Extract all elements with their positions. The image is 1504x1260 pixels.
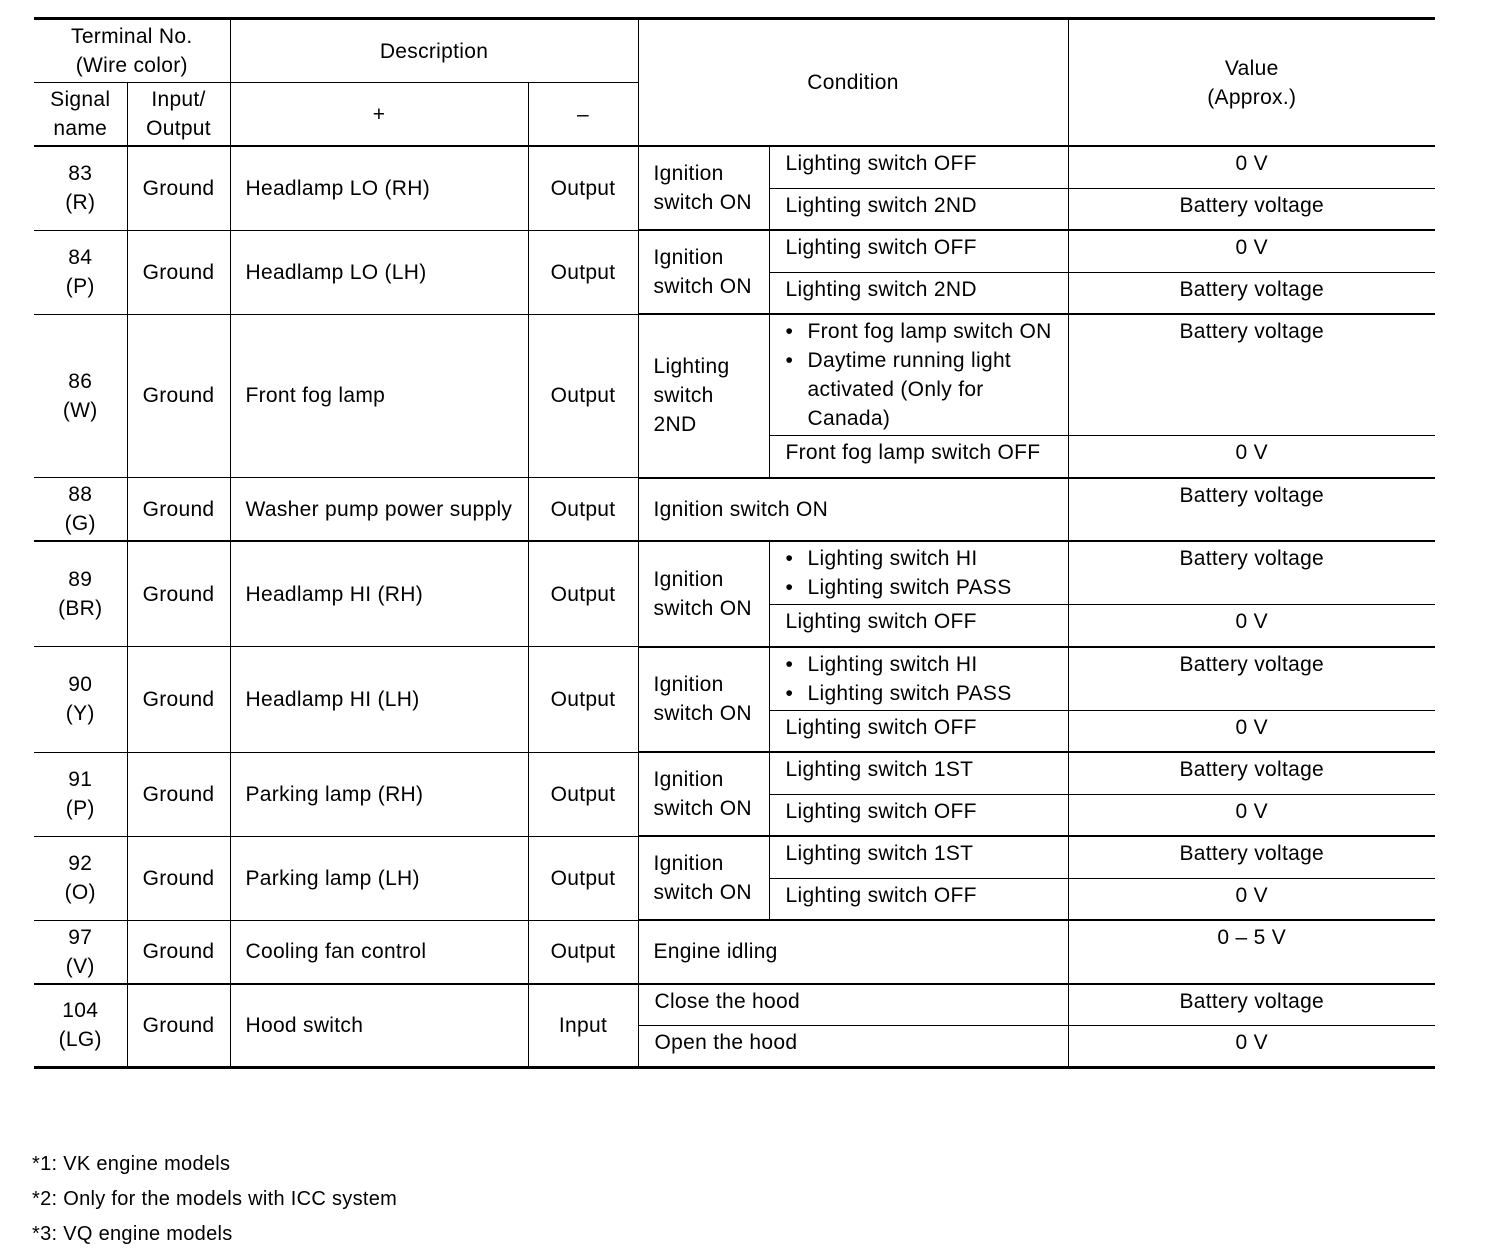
value-cell: 0 V: [1068, 146, 1435, 188]
condition-sub-cell: Lighting switch 2ND: [769, 272, 1068, 314]
io-cell: Output: [528, 314, 638, 478]
wire-color: (V): [65, 954, 95, 978]
condition-sub-cell: Lighting switch OFF: [769, 146, 1068, 188]
wire-color: (Y): [65, 702, 95, 726]
footnote: *3: VQ engine models: [32, 1223, 233, 1245]
table-row: [34, 541, 1435, 605]
value-cell: 0 V: [1068, 605, 1435, 647]
table-row: [34, 920, 1435, 984]
ground-cell: Ground: [127, 541, 230, 647]
condition-sub-cell: [769, 647, 1068, 711]
terminal-number: 83: [68, 162, 93, 186]
terminal-number: 84: [68, 246, 93, 269]
header-plus: +: [230, 83, 528, 147]
header-condition: Condition: [638, 19, 1068, 147]
signal-name-cell: Headlamp LO (LH): [230, 230, 528, 314]
wire-color: (O): [64, 881, 96, 904]
condition-sub-cell: Lighting switch OFF: [769, 230, 1068, 272]
table-row: [34, 752, 1435, 794]
condition-cell: Engine idling: [638, 920, 1068, 984]
condition-bullet: • Lighting switch PASS: [786, 679, 1062, 708]
signal-name-cell: Hood switch: [230, 984, 528, 1068]
ground-cell: Ground: [127, 478, 230, 542]
terminal-number: 89: [68, 568, 93, 591]
terminal-table: [34, 17, 1435, 1069]
io-cell: Output: [528, 146, 638, 230]
condition-main-cell: Ignition switch ON: [638, 752, 769, 836]
terminal-number: 91: [68, 768, 93, 791]
header-description: Description: [230, 19, 638, 83]
terminal-number-cell: [34, 647, 127, 753]
condition-main-cell: Ignition switch ON: [638, 647, 769, 753]
footnotes: [32, 1147, 397, 1252]
wire-color: (BR): [58, 597, 103, 620]
terminal-number-cell: [34, 984, 127, 1068]
ground-cell: Ground: [127, 984, 230, 1068]
table-row: [34, 478, 1435, 542]
condition-sub-cell: [769, 314, 1068, 436]
value-cell: 0 V: [1068, 436, 1435, 478]
condition-bullet-list: [786, 544, 1062, 602]
table-row: [34, 314, 1435, 436]
condition-main-cell: Ignition switch ON: [638, 541, 769, 647]
table-row: [34, 984, 1435, 1026]
value-cell: Battery voltage: [1068, 314, 1435, 436]
terminal-number-cell: [34, 836, 127, 920]
io-cell: Output: [528, 836, 638, 920]
table-row: [34, 230, 1435, 272]
wire-color: (P): [65, 275, 95, 298]
signal-name-cell: Parking lamp (RH): [230, 752, 528, 836]
wire-color: (R): [65, 191, 96, 215]
condition-sub-cell: Front fog lamp switch OFF: [769, 436, 1068, 478]
io-cell: Output: [528, 230, 638, 314]
value-cell: Battery voltage: [1068, 478, 1435, 542]
condition-bullet: • Lighting switch HI: [786, 544, 1062, 573]
wire-color: (G): [64, 512, 96, 535]
condition-bullet-list: [786, 650, 1062, 708]
terminal-number-cell: [34, 314, 127, 478]
condition-bullet-list: [786, 317, 1062, 433]
terminal-number: 86: [68, 369, 93, 393]
value-cell: 0 V: [1068, 230, 1435, 272]
table-row: [34, 647, 1435, 711]
ground-cell: Ground: [127, 146, 230, 230]
value-cell: Battery voltage: [1068, 541, 1435, 605]
signal-name-cell: Headlamp HI (LH): [230, 647, 528, 753]
value-cell: 0 V: [1068, 710, 1435, 752]
condition-sub-cell: Open the hood: [638, 1026, 1068, 1068]
condition-main-cell: Ignition switch ON: [638, 836, 769, 920]
header-input-output: Input/ Output: [127, 83, 230, 147]
ground-cell: Ground: [127, 920, 230, 984]
value-cell: 0 – 5 V: [1068, 920, 1435, 984]
condition-sub-cell: Lighting switch OFF: [769, 878, 1068, 920]
value-cell: Battery voltage: [1068, 188, 1435, 230]
signal-name-cell: Front fog lamp: [230, 314, 528, 478]
footnote: *1: VK engine models: [32, 1153, 231, 1175]
ground-cell: Ground: [127, 647, 230, 753]
table-body: [34, 146, 1435, 1068]
terminal-number-cell: [34, 146, 127, 230]
condition-sub-cell: Close the hood: [638, 984, 1068, 1026]
condition-main-cell: Lighting switch 2ND: [638, 314, 769, 478]
condition-sub-cell: Lighting switch OFF: [769, 710, 1068, 752]
table-row: [34, 836, 1435, 878]
condition-sub-cell: Lighting switch 2ND: [769, 188, 1068, 230]
ground-cell: Ground: [127, 836, 230, 920]
value-cell: Battery voltage: [1068, 647, 1435, 711]
value-cell: 0 V: [1068, 878, 1435, 920]
value-cell: Battery voltage: [1068, 272, 1435, 314]
signal-name-cell: Headlamp LO (RH): [230, 146, 528, 230]
terminal-number: 90: [68, 673, 93, 697]
ground-cell: Ground: [127, 314, 230, 478]
terminal-number: 88: [68, 483, 93, 506]
condition-bullet: • Daytime running light activated (Only for Canada): [786, 346, 1062, 433]
table-row: [34, 146, 1435, 188]
wire-color: (P): [65, 797, 95, 820]
header-signal-name: Signal name: [34, 83, 127, 147]
value-cell: Battery voltage: [1068, 984, 1435, 1026]
terminal-number: 92: [68, 852, 93, 875]
signal-name-cell: Headlamp HI (RH): [230, 541, 528, 647]
ground-cell: Ground: [127, 230, 230, 314]
condition-main-cell: Ignition switch ON: [638, 146, 769, 230]
io-cell: Output: [528, 920, 638, 984]
condition-sub-cell: [769, 541, 1068, 605]
io-cell: Output: [528, 478, 638, 542]
condition-bullet: • Front fog lamp switch ON: [786, 317, 1062, 346]
condition-bullet: • Lighting switch HI: [786, 650, 1062, 679]
wire-color: (LG): [58, 1028, 102, 1052]
condition-sub-cell: Lighting switch OFF: [769, 605, 1068, 647]
io-cell: Output: [528, 647, 638, 753]
header-minus: –: [528, 83, 638, 147]
footnote: *2: Only for the models with ICC system: [32, 1188, 398, 1210]
condition-sub-cell: Lighting switch 1ST: [769, 752, 1068, 794]
terminal-number-cell: [34, 920, 127, 984]
io-cell: Output: [528, 541, 638, 647]
value-cell: Battery voltage: [1068, 752, 1435, 794]
terminal-number-cell: [34, 478, 127, 542]
wire-color: (W): [62, 398, 98, 422]
value-cell: 0 V: [1068, 1026, 1435, 1068]
terminal-number-cell: [34, 230, 127, 314]
io-cell: Output: [528, 752, 638, 836]
io-cell: Input: [528, 984, 638, 1068]
terminal-number-cell: [34, 541, 127, 647]
condition-bullet: • Lighting switch PASS: [786, 573, 1062, 602]
terminal-number-cell: [34, 752, 127, 836]
header-terminal: Terminal No. (Wire color): [34, 19, 230, 83]
terminal-number: 104: [62, 999, 99, 1023]
signal-name-cell: Cooling fan control: [230, 920, 528, 984]
header-value: Value (Approx.): [1068, 19, 1435, 147]
ground-cell: Ground: [127, 752, 230, 836]
value-cell: Battery voltage: [1068, 836, 1435, 878]
condition-main-cell: Ignition switch ON: [638, 230, 769, 314]
terminal-number: 97: [68, 925, 93, 949]
signal-name-cell: Washer pump power supply: [230, 478, 528, 542]
condition-sub-cell: Lighting switch OFF: [769, 794, 1068, 836]
condition-sub-cell: Lighting switch 1ST: [769, 836, 1068, 878]
signal-name-cell: Parking lamp (LH): [230, 836, 528, 920]
condition-cell: Ignition switch ON: [638, 478, 1068, 542]
value-cell: 0 V: [1068, 794, 1435, 836]
